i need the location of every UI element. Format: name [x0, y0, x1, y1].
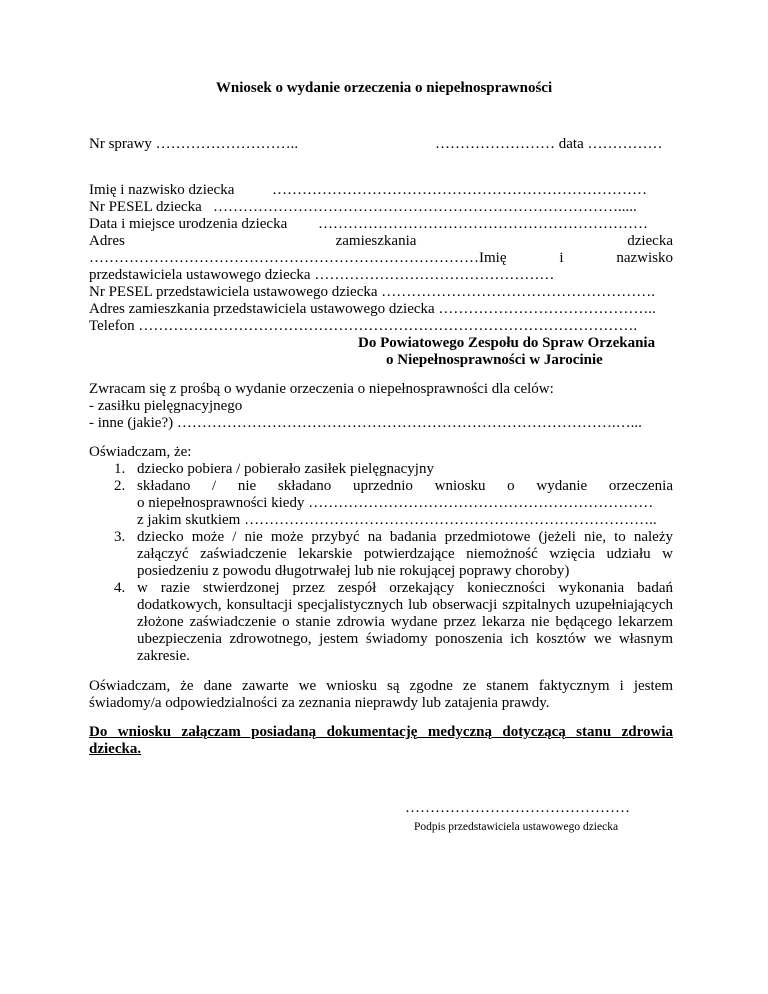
item-number: 1.	[114, 461, 126, 477]
item-number: 3.	[114, 529, 126, 545]
item-2-line-2: o niepełnosprawności kiedy ……………………………………………………………	[137, 495, 654, 511]
address-dots-line	[89, 250, 673, 267]
recipient-line-1: Do Powiatowego Zespołu do Spraw Orzekania	[358, 335, 656, 351]
date-field: …………………… data ……………	[435, 136, 663, 152]
request-line-3: - inne (jakie?) …………………………………………………………………………….…...	[89, 415, 642, 431]
page-title: Wniosek o wydanie orzeczenia o niepełnosprawności	[215, 80, 553, 96]
declaration-item-1	[89, 461, 673, 478]
child-birth-label: Data i miejsce urodzenia dziecka	[89, 216, 288, 232]
address-i: i	[559, 250, 564, 266]
declaration-item-4	[89, 580, 673, 665]
item-text: w razie stwierdzonej przez zespół orzekający konieczności wykonania badań dodatkowych, konsultacji specjalistycznych lub obserwacji szpitalnych uzupełniających złożone zaświadczenie o stanie zdrowia wydane przez lekarza nie będącego lekarzem ubezpieczenia zdrowotnego, jestem świadomy ponoszenia ich kosztów we własnym zakresie.	[137, 580, 673, 664]
child-name-label: Imię i nazwisko dziecka	[89, 182, 235, 198]
address-line	[89, 233, 673, 250]
rep-pesel: Nr PESEL przedstawiciela ustawowego dziecka ……………………………………………….	[89, 284, 656, 300]
phone: Telefon ……………………………………………………………………………………….	[89, 318, 638, 334]
address-right: dziecka	[627, 233, 673, 249]
request-line-1: Zwracam się z prośbą o wydanie orzeczenia o niepełnosprawności dla celów:	[89, 381, 554, 397]
address-dots: ……………………………………………………………………Imię	[89, 250, 507, 266]
case-number: Nr sprawy ………………………..	[89, 136, 299, 152]
declaration-list	[89, 461, 673, 665]
signature-line: ………………………………………	[405, 800, 630, 816]
item-number: 4.	[114, 580, 126, 596]
item-number: 2.	[114, 478, 126, 494]
rep-name: przedstawiciela ustawowego dziecka …………………………………………	[89, 267, 555, 283]
recipient-line-2: o Niepełnosprawności w Jarocinie	[386, 352, 603, 368]
rep-address: Adres zamieszkania przedstawiciela ustawowego dziecka ……………………………………..	[89, 301, 656, 317]
item-2-line-3: z jakim skutkiem ………………………………………………………………………..	[137, 512, 657, 528]
child-name-dots: …………………………………………………………………	[272, 182, 647, 198]
child-pesel: Nr PESEL dziecka ……………………………………………………………………….....	[89, 199, 637, 215]
declaration-intro: Oświadczam, że:	[89, 444, 192, 460]
item-2-line-1: składano / nie składano uprzednio wniosku o wydanie orzeczenia	[137, 478, 673, 494]
item-text: dziecko pobiera / pobierało zasiłek pielęgnacyjny	[137, 461, 434, 477]
request-line-2: - zasiłku pielęgnacyjnego	[89, 398, 243, 414]
attachment-note: Do wniosku załączam posiadaną dokumentację medyczną dotyczącą stanu zdrowia dziecka.	[89, 724, 673, 757]
address-nazwisko: nazwisko	[616, 250, 673, 266]
declaration-item-2	[89, 478, 673, 529]
address-label: Adres	[89, 233, 125, 249]
signature-label: Podpis przedstawiciela ustawowego dziecka	[414, 821, 619, 833]
item-text: dziecko może / nie może przybyć na badania przedmiotowe (jeżeli nie, to należy załączyć zaświadczenie lekarskie potwierdzające niemożność wzięcia udziału w posiedzeniu z powodu długotrwałej lub nie rokującej poprawy choroby)	[137, 529, 673, 579]
address-mid: zamieszkania	[335, 233, 417, 249]
declaration-item-3	[89, 529, 673, 580]
child-birth-dots: …………………………………………………………	[318, 216, 648, 232]
statement: Oświadczam, że dane zawarte we wniosku są zgodne ze stanem faktycznym i jestem świadomy/a odpowiedzialności za zeznania nieprawdy lub zatajenia prawdy.	[89, 678, 673, 711]
